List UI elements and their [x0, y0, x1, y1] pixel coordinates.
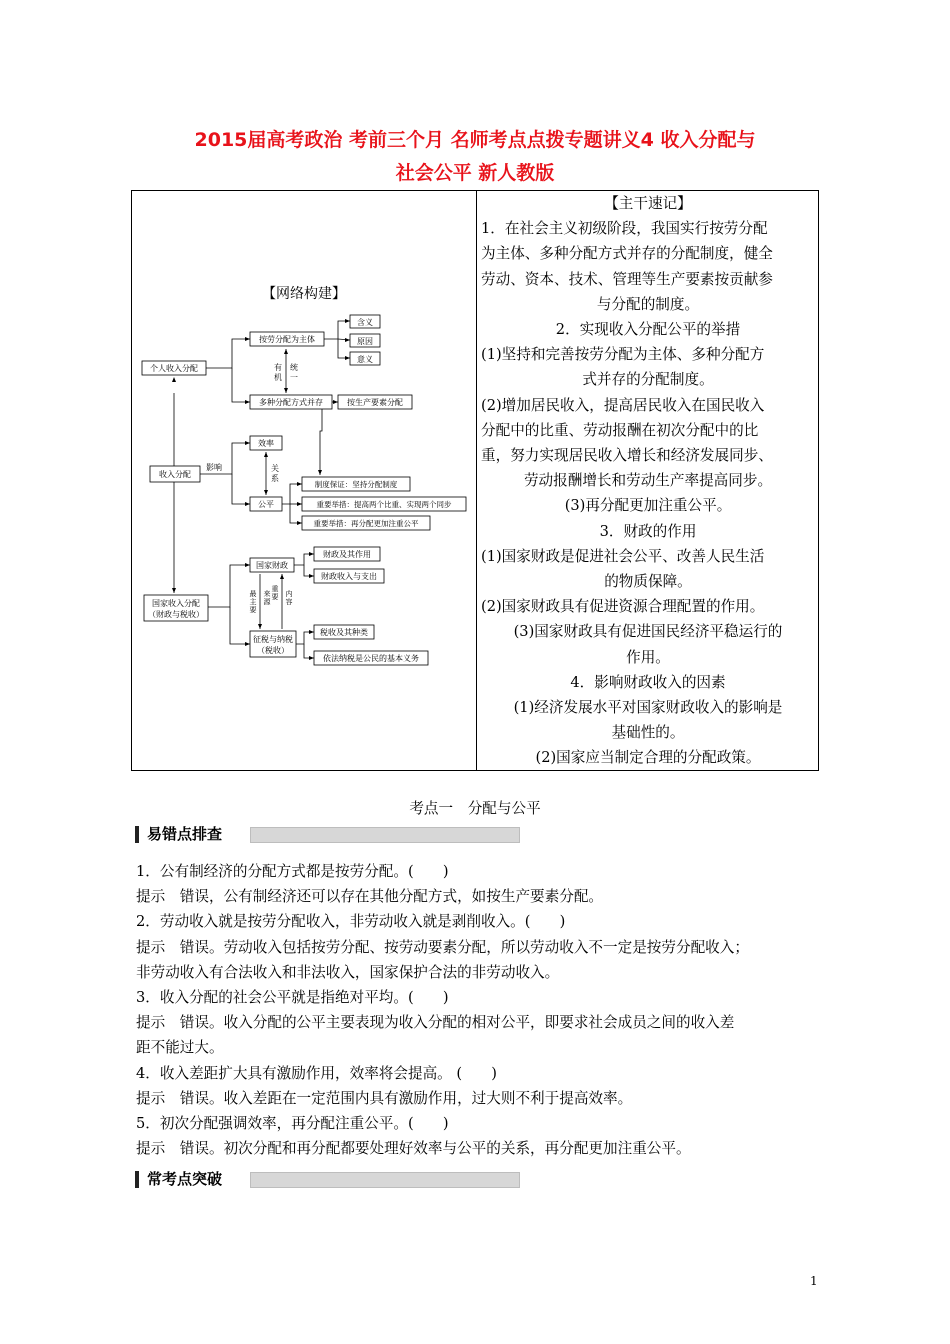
node-tax-2: （税收） [257, 646, 289, 655]
node-relation-2: 系 [271, 474, 279, 483]
summary-line: (3)再分配更加注重公平。 [564, 497, 732, 515]
arrow [284, 349, 288, 354]
hint-item: 提示 错误。初次分配和再分配都要处理好效率与公平的关系，再分配更加注重公平。 [136, 1140, 691, 1158]
arrow [245, 400, 250, 404]
summary-line: 基础性的。 [611, 724, 685, 742]
section-header-errors [135, 823, 520, 847]
line-incomedist-to-fairness [232, 474, 250, 504]
node-reason: 原因 [357, 337, 373, 346]
arrow [245, 441, 250, 445]
node-content-1: 内 [285, 590, 293, 598]
line-personal-to-labor [206, 339, 250, 368]
node-national-finance: 国家财政 [256, 561, 288, 570]
node-important-1: 重 [271, 585, 279, 593]
hint-item: 提示 错误。劳动收入包括按劳分配、按劳动要素分配，所以劳动收入不一定是按劳分配收入； [136, 938, 749, 956]
node-influence: 影响 [206, 463, 222, 472]
line-tax-to-types [296, 632, 314, 644]
hint-item: 提示 错误，公有制经济还可以存在其他分配方式，如按生产要素分配。 [136, 888, 604, 906]
node-measure-redis: 重要举措：再分配更加注重公平 [313, 519, 419, 528]
line-tax-to-duty [304, 644, 314, 658]
summary-heading: 【主干速记】 [604, 195, 692, 212]
network-heading: 【网络构建】 [262, 286, 346, 302]
node-relation-1: 关 [271, 464, 279, 473]
summary-line: 的物质保障。 [604, 573, 692, 591]
header-label: 易错点排查 [147, 825, 223, 843]
arrow [172, 377, 176, 382]
arrow [309, 574, 314, 578]
arrow [172, 588, 176, 593]
question-item: 1．公有制经济的分配方式都是按劳分配。( ) [136, 863, 449, 880]
arrow [245, 337, 250, 341]
summary-line: 2．实现收入分配公平的举措 [555, 321, 741, 339]
network-diagram-svg [132, 191, 476, 770]
arrow [309, 552, 314, 556]
question-item: 5．初次分配强调效率，再分配注重公平。( ) [136, 1115, 449, 1133]
node-factors: 按生产要素分配 [347, 398, 403, 407]
line-national-to-tax [230, 607, 250, 644]
node-organic-1: 有 [274, 363, 282, 372]
line-personal-to-multi [232, 368, 250, 402]
node-income-dist: 收入分配 [159, 470, 191, 479]
node-fairness: 公平 [258, 500, 274, 509]
arrow [318, 470, 322, 475]
node-duty: 依法纳税是公民的基本义务 [323, 654, 419, 663]
arrow [297, 521, 302, 525]
summary-line: 与分配的制度。 [596, 295, 700, 313]
arrow [309, 656, 314, 660]
node-organic-2: 机 [274, 373, 282, 382]
arrow [345, 338, 350, 342]
summary-line: 作用。 [626, 648, 670, 666]
node-national-income-1: 国家收入分配 [152, 599, 200, 608]
line-finance-to-role [294, 554, 314, 565]
node-measure-raise: 重要举措：提高两个比重、实现两个同步 [316, 500, 452, 509]
node-personal-income: 个人收入分配 [150, 364, 198, 373]
summary-line: (3)国家财政具有促进国民经济平稳运行的 [513, 623, 783, 641]
node-labor-main: 按劳分配为主体 [259, 335, 315, 344]
summary-line: (1)坚持和完善按劳分配为主体、多种分配方 [481, 346, 765, 364]
document-title-line2: 社会公平 新人教版 [395, 162, 555, 184]
header-gray-box [250, 1172, 520, 1188]
summary-line: (2)国家应当制定合理的分配政策。 [535, 749, 761, 767]
summary-table [131, 190, 819, 771]
arrow [345, 319, 350, 323]
question-item: 2．劳动收入就是按劳分配收入，非劳动收入就是剥削收入。( ) [136, 913, 566, 931]
summary-line: 为主体、多种分配方式并存的分配制度，健全 [481, 245, 773, 263]
summary-line: (2)国家财政具有促进资源合理配置的作用。 [481, 598, 765, 616]
header-label: 常考点突破 [147, 1170, 223, 1188]
node-unity-2: 一 [290, 373, 298, 382]
node-important-2: 要 [271, 593, 279, 601]
node-sys-guarantee: 制度保证：坚持分配制度 [314, 480, 398, 489]
summary-line: 劳动报酬增长和劳动生产率提高同步。 [523, 472, 773, 490]
node-multi-modes: 多种分配方式并存 [259, 398, 323, 407]
line-labor-to-meaning [324, 321, 350, 339]
question-item: 4．收入差距扩大具有激励作用，效率将会提高。 ( ) [136, 1064, 497, 1082]
node-significance: 意义 [357, 355, 373, 364]
summary-line: 式并存的分配制度。 [582, 371, 714, 389]
section-title: 考点一 分配与公平 [409, 800, 541, 817]
knowledge-network-diagram [132, 191, 476, 770]
node-main-3: 要 [249, 606, 257, 614]
line-multi-to-guarantee [320, 409, 322, 475]
line-fair-to-guarantee [282, 484, 302, 504]
arrow [264, 490, 268, 495]
node-main-2: 主 [249, 598, 257, 606]
summary-line: (2)增加居民收入，提高居民收入在国民收入 [481, 396, 765, 414]
document-title-line1: 2015届高考政治 考前三个月 名师考点点拨专题讲义4 收入分配与 [194, 129, 756, 151]
summary-line: 劳动、资本、技术、管理等生产要素按贡献参 [481, 270, 773, 288]
summary-line: (1)经济发展水平对国家财政收入的影响是 [513, 699, 783, 717]
arrow [258, 624, 262, 629]
node-main-1: 最 [249, 590, 257, 598]
hint-item: 提示 错误。收入分配的公平主要表现为收入分配的相对公平，即要求社会成员之间的收入差 [136, 1014, 735, 1032]
arrow [245, 642, 250, 646]
arrow [280, 574, 284, 579]
summary-line: 1．在社会主义初级阶段，我国实行按劳分配 [481, 220, 768, 238]
summary-line: 分配中的比重、劳动报酬在初次分配中的比 [481, 421, 759, 439]
page-number: 1 [810, 1274, 818, 1288]
line-national-to-finance [208, 565, 250, 607]
summary-line: 3．财政的作用 [599, 522, 697, 540]
header-gray-box [250, 827, 520, 843]
summary-column [477, 191, 819, 770]
arrow [345, 356, 350, 360]
arrow [264, 452, 268, 457]
header-bar [135, 1171, 139, 1188]
hint-item: 距不能过大。 [136, 1039, 224, 1057]
question-list [136, 859, 826, 1161]
node-finance-role: 财政及其作用 [323, 550, 371, 559]
node-national-income-2: （财政与税收） [148, 610, 204, 619]
arrow [309, 630, 314, 634]
node-revenue-exp: 财政收入与支出 [321, 572, 377, 581]
node-efficiency: 效率 [258, 439, 274, 448]
summary-line: (1)国家财政是促进社会公平、改善人民生活 [481, 547, 765, 565]
hint-item: 提示 错误。收入差距在一定范围内具有激励作用，过大则不利于提高效率。 [136, 1089, 633, 1107]
node-content-2: 容 [285, 598, 293, 606]
arrow [297, 482, 302, 486]
header-bar [135, 826, 139, 843]
arrow [333, 400, 338, 404]
node-source-1: 来 [263, 590, 271, 598]
node-tax-types: 税收及其种类 [320, 628, 368, 637]
hint-item: 非劳动收入有合法收入和非法收入，国家保护合法的非劳动收入。 [136, 963, 560, 981]
node-unity-1: 统 [290, 363, 298, 372]
node-meaning: 含义 [357, 318, 373, 327]
line-fair-to-redis [290, 504, 302, 523]
arrow [245, 502, 250, 506]
question-item: 3．收入分配的社会公平就是指绝对平均。( ) [136, 989, 449, 1007]
node-tax-1: 征税与纳税 [253, 635, 293, 644]
node-source-2: 源 [263, 598, 271, 606]
arrow [245, 563, 250, 567]
section-header-common [135, 1168, 520, 1192]
line-labor-to-significance [338, 339, 350, 358]
arrow [297, 502, 302, 506]
summary-line: 4．影响财政收入的因素 [570, 673, 726, 691]
summary-line: 重，努力实现居民收入增长和经济发展同步、 [481, 447, 773, 465]
arrow [284, 388, 288, 393]
